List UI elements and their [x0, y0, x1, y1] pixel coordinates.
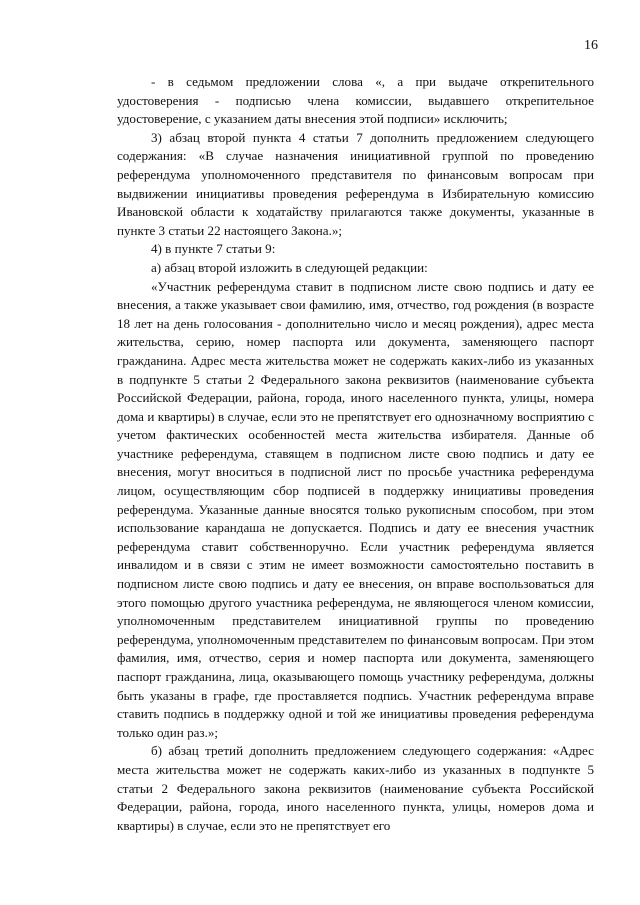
paragraph-seventh-sentence-amendment: - в седьмом предложении слова «, а при выдаче открепительного удостоверения - подписью члена комиссии, выдавшего открепительное удостоверение, с указанием даты внесения этой подписи» исключить;: [117, 74, 594, 127]
paragraph-subitem-a: а) абзац второй изложить в следующей редакции:: [151, 259, 428, 275]
paragraph-item-4: 4) в пункте 7 статьи 9:: [151, 241, 276, 257]
paragraph-new-wording: «Участник референдума ставит в подписном листе свою подпись и дату ее внесения, а также указывает свои фамилию, имя, отчество, год рождения (в возрасте 18 лет на день голосования - дополнительно число и месяц рождения), адрес места жительства, серию, номер паспорта или документа, заменяющего паспорт гражданина. Адрес места жительства может не содержать каких-либо из указанных в подпункте 5 статьи 2 Федерального закона реквизитов (наименование субъекта Российской Федерации, района, города, иного населенного пункта, улицы, номера дома и квартиры) в случае, если это не препятствует его однозначному восприятию с учетом фактических особенностей места жительства избирателя. Данные об участнике референдума, ставящем в подписном листе свою подпись и дату ее внесения, могут вноситься в подписной лист по просьбе участника референдума лицом, осуществляющим сбор подписей в поддержку инициативы проведения референдума. Указанные данные вносятся только рукописным способом, при этом использование карандаша не допускается. Подпись и дату ее внесения участник референдума ставит собственноручно. Если участник референдума является инвалидом и в связи с этим не имеет возможности самостоятельно поставить в подписном листе свою подпись и дату ее внесения, он вправе воспользоваться для этого помощью другого участника референдума, не являющегося членом комиссии, уполномоченным представителем инициативной группы по проведению референдума, уполномоченным представителем по финансовым вопросам. При этом фамилия, имя, отчество, серия и номер паспорта или документа, заменяющего паспорт гражданина, лица, оказывающего помощь участнику референдума, должны быть указаны в графе, где проставляется подпись. Участник референдума вправе ставить подпись в поддержку одной и той же инициативы проведения референдума только один раз.»;: [117, 278, 594, 740]
document-body: [117, 73, 594, 835]
page-number: 16: [584, 38, 598, 53]
paragraph-item-3: 3) абзац второй пункта 4 статьи 7 дополнить предложением следующего содержания: «В случае назначения инициативной группой по проведению референдума уполномоченного представителя по финансовым вопросам при выдвижении инициативы проведения референдума в Избирательную комиссию Ивановской области к ходатайству прилагаются также документы, указанные в пункте 3 статьи 22 настоящего Закона.»;: [117, 129, 594, 238]
paragraph-subitem-b: б) абзац третий дополнить предложением следующего содержания: «Адрес места жительства может не содержать каких-либо из указанных в подпункте 5 статьи 2 Федерального закона реквизитов (наименование субъекта Российской Федерации, района, города, иного населенного пункта, улицы, номеров дома и квартиры) в случае, если это не препятствует его: [117, 743, 594, 833]
